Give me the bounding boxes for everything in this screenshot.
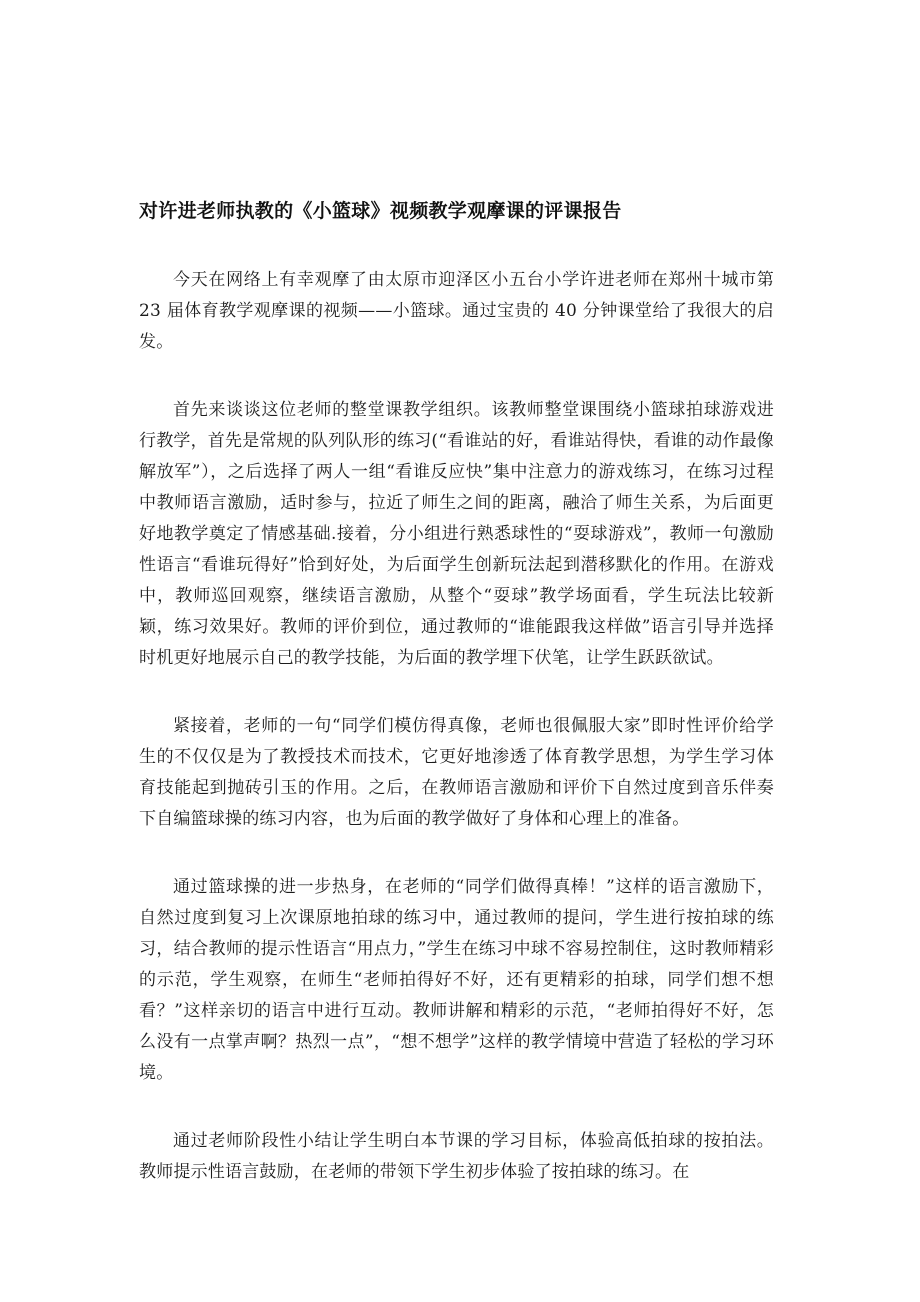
paragraph-summary: 通过老师阶段性小结让学生明白本节课的学习目标，体验高低拍球的按拍法。教师提示性语言鼓励，在老师的带领下学生初步体验了按拍球的练习。在: [139, 1131, 774, 1182]
paragraph-evaluation: 紧接着，老师的一句“同学们模仿得真像，老师也很佩服大家”即时性评价给学生的不仅仅是为了教授技术而技术，它更好地渗透了体育教学思想，为学生学习体育技能起到抛砖引玉的作用。之后，在教师语言激励和评价下自然过度到音乐伴奏下自编篮球操的练习内容，也为后面的教学做好了身体和心理上的准备。: [139, 716, 774, 829]
paragraph-organization: 首先来谈谈这位老师的整堂课教学组织。该教师整堂课围绕小篮球拍球游戏进行教学，首先是常规的队列队形的练习(“看谁站的好，看谁站得快，看谁的动作最像解放军”），之后选择了两人一组“看谁反应快”集中注意力的游戏练习，在练习过程中教师语言激励，适时参与，拉近了师生之间的距离，融洽了师生关系，为后面更好地教学奠定了情感基础.接着，分小组进行熟悉球性的“耍球游戏”，教师一句激励性语言“看谁玩得好”恰到好处，为后面学生创新玩法起到潜移默化的作用。在游戏中，教师巡回观察，继续语言激励，从整个“耍球”教学场面看，学生玩法比较新颖，练习效果好。教师的评价到位，通过教师的“谁能跟我这样做”语言引导并选择时机更好地展示自己的教学技能，为后面的教学埋下伏笔，让学生跃跃欲试。: [139, 400, 774, 668]
document-body: [139, 196, 774, 1188]
paragraph-intro: 今天在网络上有幸观摩了由太原市迎泽区小五台小学许进老师在郑州十城市第 23 届体育教学观摩课的视频——小篮球。通过宝贵的 40 分钟课堂给了我很大的启发。: [139, 270, 774, 352]
document-title: 对许进老师执教的《小篮球》视频教学观摩课的评课报告: [139, 200, 622, 222]
paragraph-warmup: 通过篮球操的进一步热身，在老师的“同学们做得真棒！”这样的语言激励下，自然过度到复习上次课原地拍球的练习中，通过教师的提问，学生进行按拍球的练习，结合教师的提示性语言“用点力，”学生在练习中球不容易控制住，这时教师精彩的示范，学生观察，在师生“老师拍得好不好，还有更精彩的拍球，同学们想不想看？”这样亲切的语言中进行互动。教师讲解和精彩的示范，“老师拍得好不好，怎么没有一点掌声啊？热烈一点”，“想不想学”这样的教学情境中营造了轻松的学习环境。: [139, 877, 774, 1083]
